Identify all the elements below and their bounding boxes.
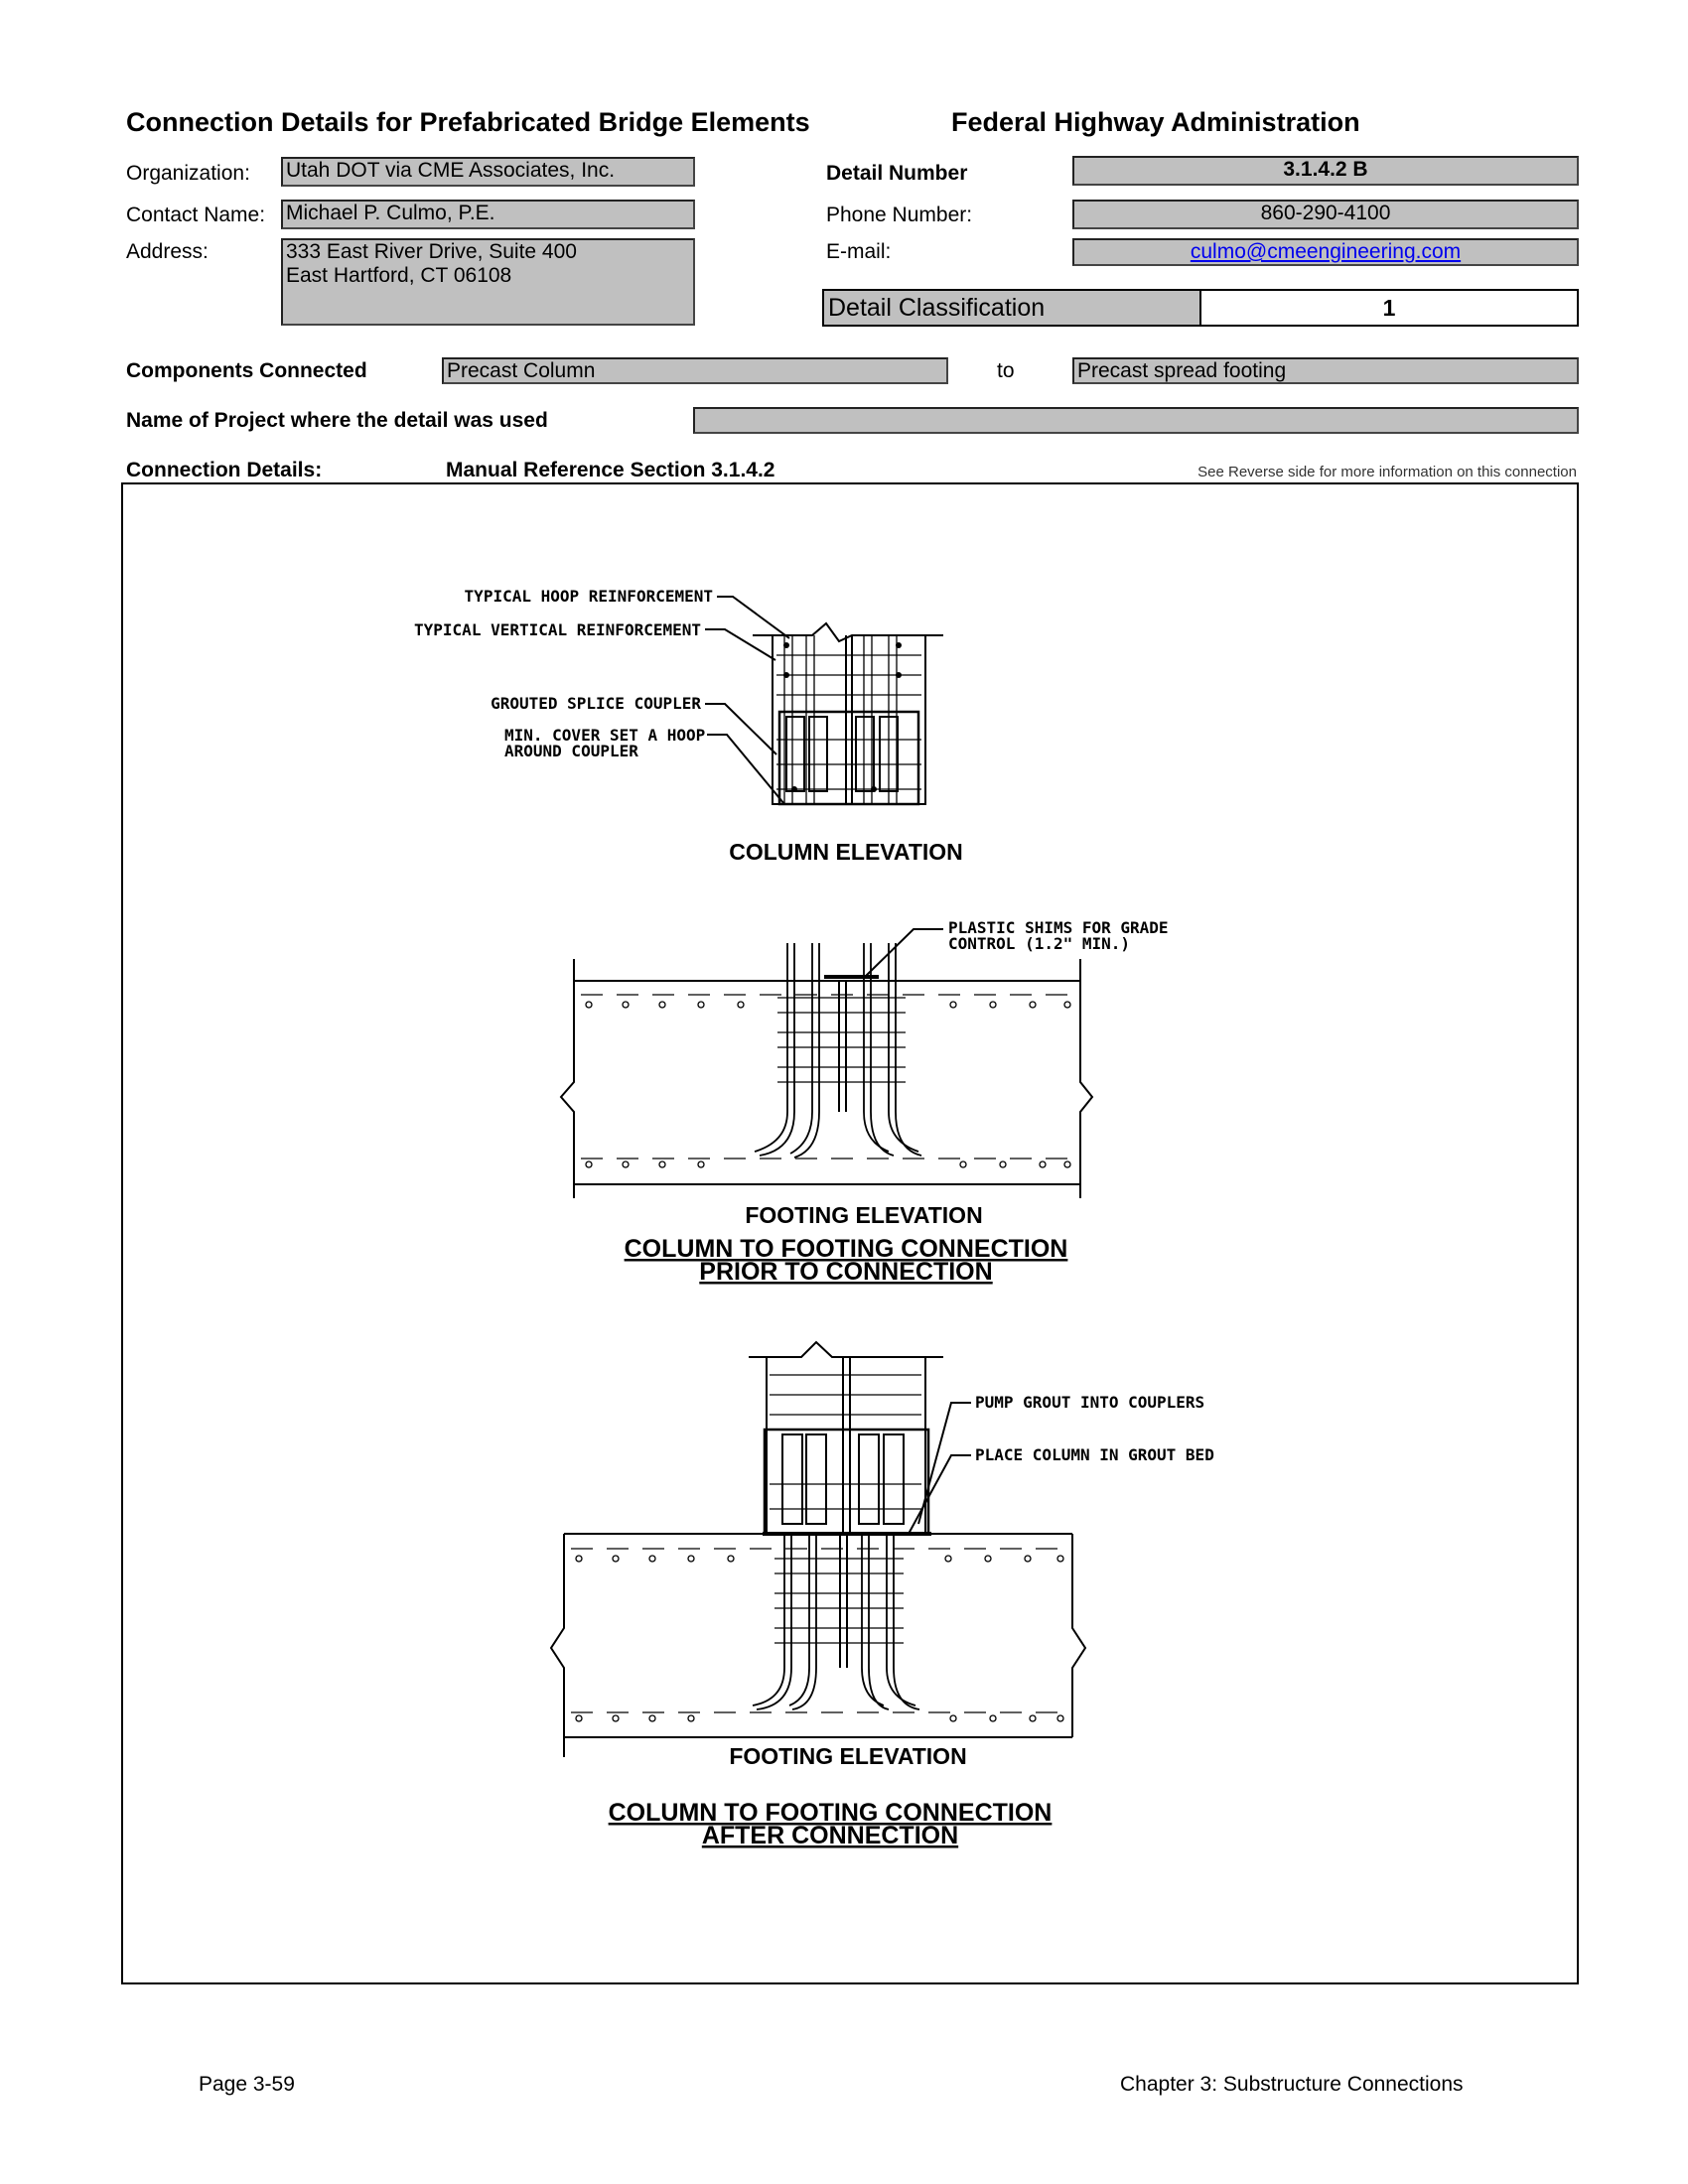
address-line-2: East Hartford, CT 06108: [286, 264, 512, 287]
manual-reference: Manual Reference Section 3.1.4.2: [446, 459, 775, 481]
address-label: Address:: [126, 240, 209, 263]
footing-elevation-prior-figure: [561, 929, 1092, 1198]
footing-elevation-title-2: FOOTING ELEVATION: [729, 1743, 967, 1769]
address-line-1: 333 East River Drive, Suite 400: [286, 240, 577, 263]
plastic-shims-label-1: PLASTIC SHIMS FOR GRADE: [948, 918, 1169, 937]
email-link[interactable]: culmo@cmeengineering.com: [1190, 240, 1462, 263]
project-label: Name of Project where the detail was used: [126, 409, 548, 432]
component-to-field: Precast spread footing: [1072, 357, 1579, 384]
classification-value: 1: [1382, 295, 1396, 321]
agency-name: Federal Highway Administration: [951, 107, 1360, 137]
pump-grout-label: PUMP GROUT INTO COUPLERS: [975, 1393, 1205, 1412]
chapter-label: Chapter 3: Substructure Connections: [1120, 2073, 1464, 2096]
after-connection-title-1: COLUMN TO FOOTING CONNECTION: [608, 1799, 1053, 1827]
connection-details-label: Connection Details:: [126, 459, 323, 481]
prior-connection-title-2: PRIOR TO CONNECTION: [699, 1258, 993, 1286]
contact-label: Contact Name:: [126, 204, 266, 226]
footing-elevation-title-1: FOOTING ELEVATION: [745, 1202, 983, 1228]
component-from-field: Precast Column: [442, 357, 948, 384]
contact-field: Michael P. Culmo, P.E.: [281, 200, 695, 229]
detail-number-field: 3.1.4.2 B: [1072, 156, 1579, 186]
plastic-shims-label-2: CONTROL (1.2" MIN.): [948, 934, 1131, 953]
vertical-reinforcement-label: TYPICAL VERTICAL REINFORCEMENT: [414, 620, 701, 639]
phone-field: 860-290-4100: [1072, 200, 1579, 229]
organization-label: Organization:: [126, 162, 250, 185]
to-label: to: [997, 359, 1015, 382]
organization-field: Utah DOT via CME Associates, Inc.: [281, 157, 695, 187]
min-cover-label-2: AROUND COUPLER: [504, 742, 638, 760]
email-label: E-mail:: [826, 240, 892, 263]
page-number: Page 3-59: [199, 2073, 295, 2096]
classification-label: Detail Classification: [824, 291, 1201, 325]
components-label: Components Connected: [126, 359, 367, 382]
min-cover-label-1: MIN. COVER SET A HOOP: [504, 726, 706, 745]
grout-bed-label: PLACE COLUMN IN GROUT BED: [975, 1445, 1214, 1464]
reverse-side-note: See Reverse side for more information on this connection: [1197, 464, 1577, 480]
grouted-splice-coupler-label: GROUTED SPLICE COUPLER: [491, 694, 701, 713]
document-title: Connection Details for Prefabricated Bridge Elements: [126, 107, 810, 137]
after-connection-title-2: AFTER CONNECTION: [701, 1822, 959, 1849]
column-elevation-title: COLUMN ELEVATION: [729, 839, 963, 865]
column-elevation-figure: [705, 597, 943, 804]
prior-connection-title-1: COLUMN TO FOOTING CONNECTION: [624, 1235, 1068, 1263]
hoop-reinforcement-label: TYPICAL HOOP REINFORCEMENT: [464, 587, 713, 606]
detail-number-label: Detail Number: [826, 162, 968, 185]
phone-label: Phone Number:: [826, 204, 973, 226]
